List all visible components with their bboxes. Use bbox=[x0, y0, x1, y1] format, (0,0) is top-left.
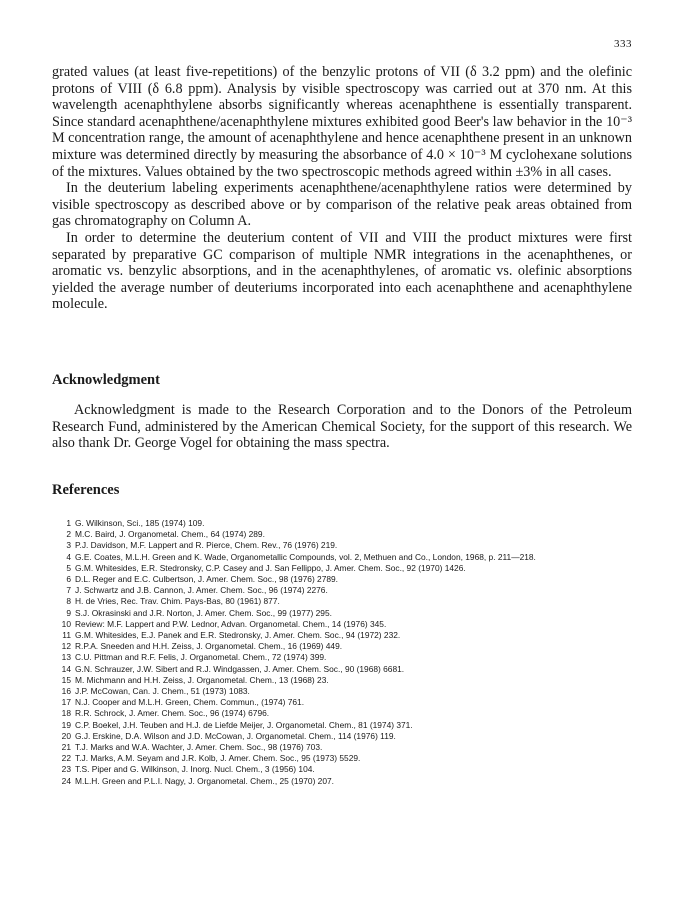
reference-item bbox=[58, 518, 638, 529]
reference-text: C.P. Boekel, J.H. Teuben and H.J. de Liefde Meijer, J. Organometal. Chem., 81 (1974) 371. bbox=[75, 719, 413, 730]
reference-item bbox=[58, 720, 638, 731]
reference-number: 6 bbox=[66, 574, 71, 585]
reference-text: R.R. Schrock, J. Amer. Chem. Soc., 96 (1974) 6796. bbox=[75, 708, 270, 719]
reference-number: 11 bbox=[62, 630, 71, 641]
references-heading: References bbox=[52, 482, 120, 498]
reference-text: G.N. Schrauzer, J.W. Sibert and R.J. Windgassen, J. Amer. Chem. Soc., 90 (1968) 6681. bbox=[75, 663, 405, 674]
reference-item bbox=[58, 619, 638, 630]
reference-text: G. Wilkinson, Sci., 185 (1974) 109. bbox=[75, 518, 205, 528]
reference-item bbox=[58, 574, 638, 585]
reference-item bbox=[58, 552, 638, 563]
body-paragraph-1: grated values (at least five-repetitions) of the benzylic protons of VII (δ 3.2 ppm) and the olefinic protons of VIII (δ 6.8 ppm). Analysis by visible spectroscopy was carried out at 370 nm. At this wavelength acenaphthylene absorbs significantly whereas acenaphthene is essentially transparent. Since standard acenaphthene/acenaphthylene mixtures exhibited good Beer's law behavior in the 10⁻³ M concentration range, the amount of acenaphthylene and hence acenaphthene present in an unknown mixture was determined directly by measuring the absorbance of 4.0 × 10⁻³ M cyclohexane solutions of the mixtures. Values obtained by the two spectroscopic methods agreed within ±3% in all cases. bbox=[52, 64, 632, 180]
reference-number: 14 bbox=[61, 663, 71, 674]
reference-item bbox=[58, 529, 638, 540]
reference-text: J. Schwartz and J.B. Cannon, J. Amer. Chem. Soc., 96 (1974) 2276. bbox=[75, 585, 328, 596]
reference-item bbox=[58, 596, 638, 607]
reference-text: R.P.A. Sneeden and H.H. Zeiss, J. Organometal. Chem., 16 (1969) 449. bbox=[75, 641, 343, 652]
reference-number: 13 bbox=[61, 652, 71, 663]
reference-number: 24 bbox=[61, 775, 71, 786]
reference-text: G.J. Erskine, D.A. Wilson and J.D. McCowan, J. Organometal. Chem., 114 (1976) 119. bbox=[75, 730, 396, 741]
reference-number: 22 bbox=[61, 753, 71, 764]
reference-item bbox=[58, 608, 638, 619]
reference-text: M.L.H. Green and P.L.I. Nagy, J. Organometal. Chem., 25 (1970) 207. bbox=[75, 775, 334, 786]
reference-item bbox=[58, 686, 638, 697]
reference-number: 9 bbox=[66, 607, 71, 618]
reference-number: 23 bbox=[61, 764, 71, 775]
reference-text: H. de Vries, Rec. Trav. Chim. Pays-Bas, 80 (1961) 877. bbox=[75, 596, 280, 607]
reference-number: 21 bbox=[61, 742, 71, 753]
body-paragraph-2: In the deuterium labeling experiments acenaphthene/acenaphthylene ratios were determined by visible spectroscopy as described above or by comparison of the relative peak areas obtained from gas chromatography on Column A. bbox=[52, 180, 632, 230]
reference-number: 2 bbox=[66, 529, 71, 540]
body-text bbox=[52, 64, 632, 313]
reference-item bbox=[58, 540, 638, 551]
reference-number: 19 bbox=[61, 719, 71, 730]
reference-number: 8 bbox=[66, 596, 71, 607]
reference-text: G.E. Coates, M.L.H. Green and K. Wade, Organometallic Compounds, vol. 2, Methuen and Co., London, 1968, p. 211—218. bbox=[75, 551, 536, 562]
reference-text: Review: M.F. Lappert and P.W. Lednor, Advan. Organometal. Chem., 14 (1976) 345. bbox=[75, 618, 387, 629]
reference-text: G.M. Whitesides, E.J. Panek and E.R. Stedronsky, J. Amer. Chem. Soc., 94 (1972) 232. bbox=[75, 630, 401, 641]
reference-item bbox=[58, 753, 638, 764]
reference-item bbox=[58, 764, 638, 775]
reference-number: 15 bbox=[61, 674, 71, 685]
reference-item bbox=[58, 697, 638, 708]
reference-text: P.J. Davidson, M.F. Lappert and R. Pierce, Chem. Rev., 76 (1976) 219. bbox=[75, 540, 338, 551]
reference-text: N.J. Cooper and M.L.H. Green, Chem. Commun., (1974) 761. bbox=[75, 697, 305, 708]
reference-text: T.S. Piper and G. Wilkinson, J. Inorg. Nucl. Chem., 3 (1956) 104. bbox=[75, 764, 315, 775]
reference-item bbox=[58, 652, 638, 663]
reference-number: 5 bbox=[66, 562, 71, 573]
reference-number: 10 bbox=[61, 618, 71, 629]
reference-text: M. Michmann and H.H. Zeiss, J. Organometal. Chem., 13 (1968) 23. bbox=[75, 674, 329, 685]
reference-number: 12 bbox=[61, 641, 71, 652]
reference-text: S.J. Okrasinski and J.R. Norton, J. Amer. Chem. Soc., 99 (1977) 295. bbox=[75, 607, 332, 618]
reference-item bbox=[58, 664, 638, 675]
reference-text: G.M. Whitesides, E.R. Stedronsky, C.P. Casey and J. San Fellippo, J. Amer. Chem. Soc., 92 (1970) 1426. bbox=[75, 562, 466, 573]
reference-text: D.L. Reger and E.C. Culbertson, J. Amer. Chem. Soc., 98 (1976) 2789. bbox=[75, 574, 339, 585]
reference-number: 16 bbox=[61, 686, 71, 697]
reference-text: T.J. Marks and W.A. Wachter, J. Amer. Chem. Soc., 98 (1976) 703. bbox=[75, 742, 323, 753]
reference-item bbox=[58, 742, 638, 753]
body-paragraph-3: In order to determine the deuterium content of VII and VIII the product mixtures were first separated by preparative GC comparison of multiple NMR integrations in the acenaphthenes, or aromatic vs. benzylic absorptions, and in the acenaphthylenes, of aromatic vs. olefinic absorptions yielded the average number of deuteriums incorporated into each acenaphthene and acenaphthylene molecule. bbox=[52, 229, 632, 313]
reference-item bbox=[58, 776, 638, 787]
reference-number: 18 bbox=[61, 708, 71, 719]
reference-number: 20 bbox=[61, 730, 71, 741]
reference-item bbox=[58, 585, 638, 596]
reference-item bbox=[58, 731, 638, 742]
reference-number: 4 bbox=[66, 551, 71, 562]
reference-number: 17 bbox=[61, 697, 71, 708]
reference-text: J.P. McCowan, Can. J. Chem., 51 (1973) 1083. bbox=[75, 686, 250, 697]
reference-item bbox=[58, 630, 638, 641]
page-number: 333 bbox=[614, 38, 632, 50]
reference-text: T.J. Marks, A.M. Seyam and J.R. Kolb, J. Amer. Chem. Soc., 95 (1973) 5529. bbox=[75, 753, 361, 764]
reference-number: 1 bbox=[66, 518, 71, 528]
reference-number: 7 bbox=[66, 585, 71, 596]
reference-text: M.C. Baird, J. Organometal. Chem., 64 (1974) 289. bbox=[75, 529, 265, 540]
reference-item bbox=[58, 708, 638, 719]
references-list bbox=[58, 518, 638, 787]
reference-item bbox=[58, 641, 638, 652]
reference-item bbox=[58, 563, 638, 574]
reference-item bbox=[58, 675, 638, 686]
reference-text: C.U. Pittman and R.F. Felis, J. Organometal. Chem., 72 (1974) 399. bbox=[75, 652, 327, 663]
reference-number: 3 bbox=[66, 540, 71, 551]
acknowledgment-text: Acknowledgment is made to the Research Corporation and to the Donors of the Petroleum Research Fund, administered by the American Chemical Society, for the support of this research. We also thank Dr. George Vogel for obtaining the mass spectra. bbox=[52, 402, 632, 452]
acknowledgment-heading: Acknowledgment bbox=[52, 372, 160, 388]
